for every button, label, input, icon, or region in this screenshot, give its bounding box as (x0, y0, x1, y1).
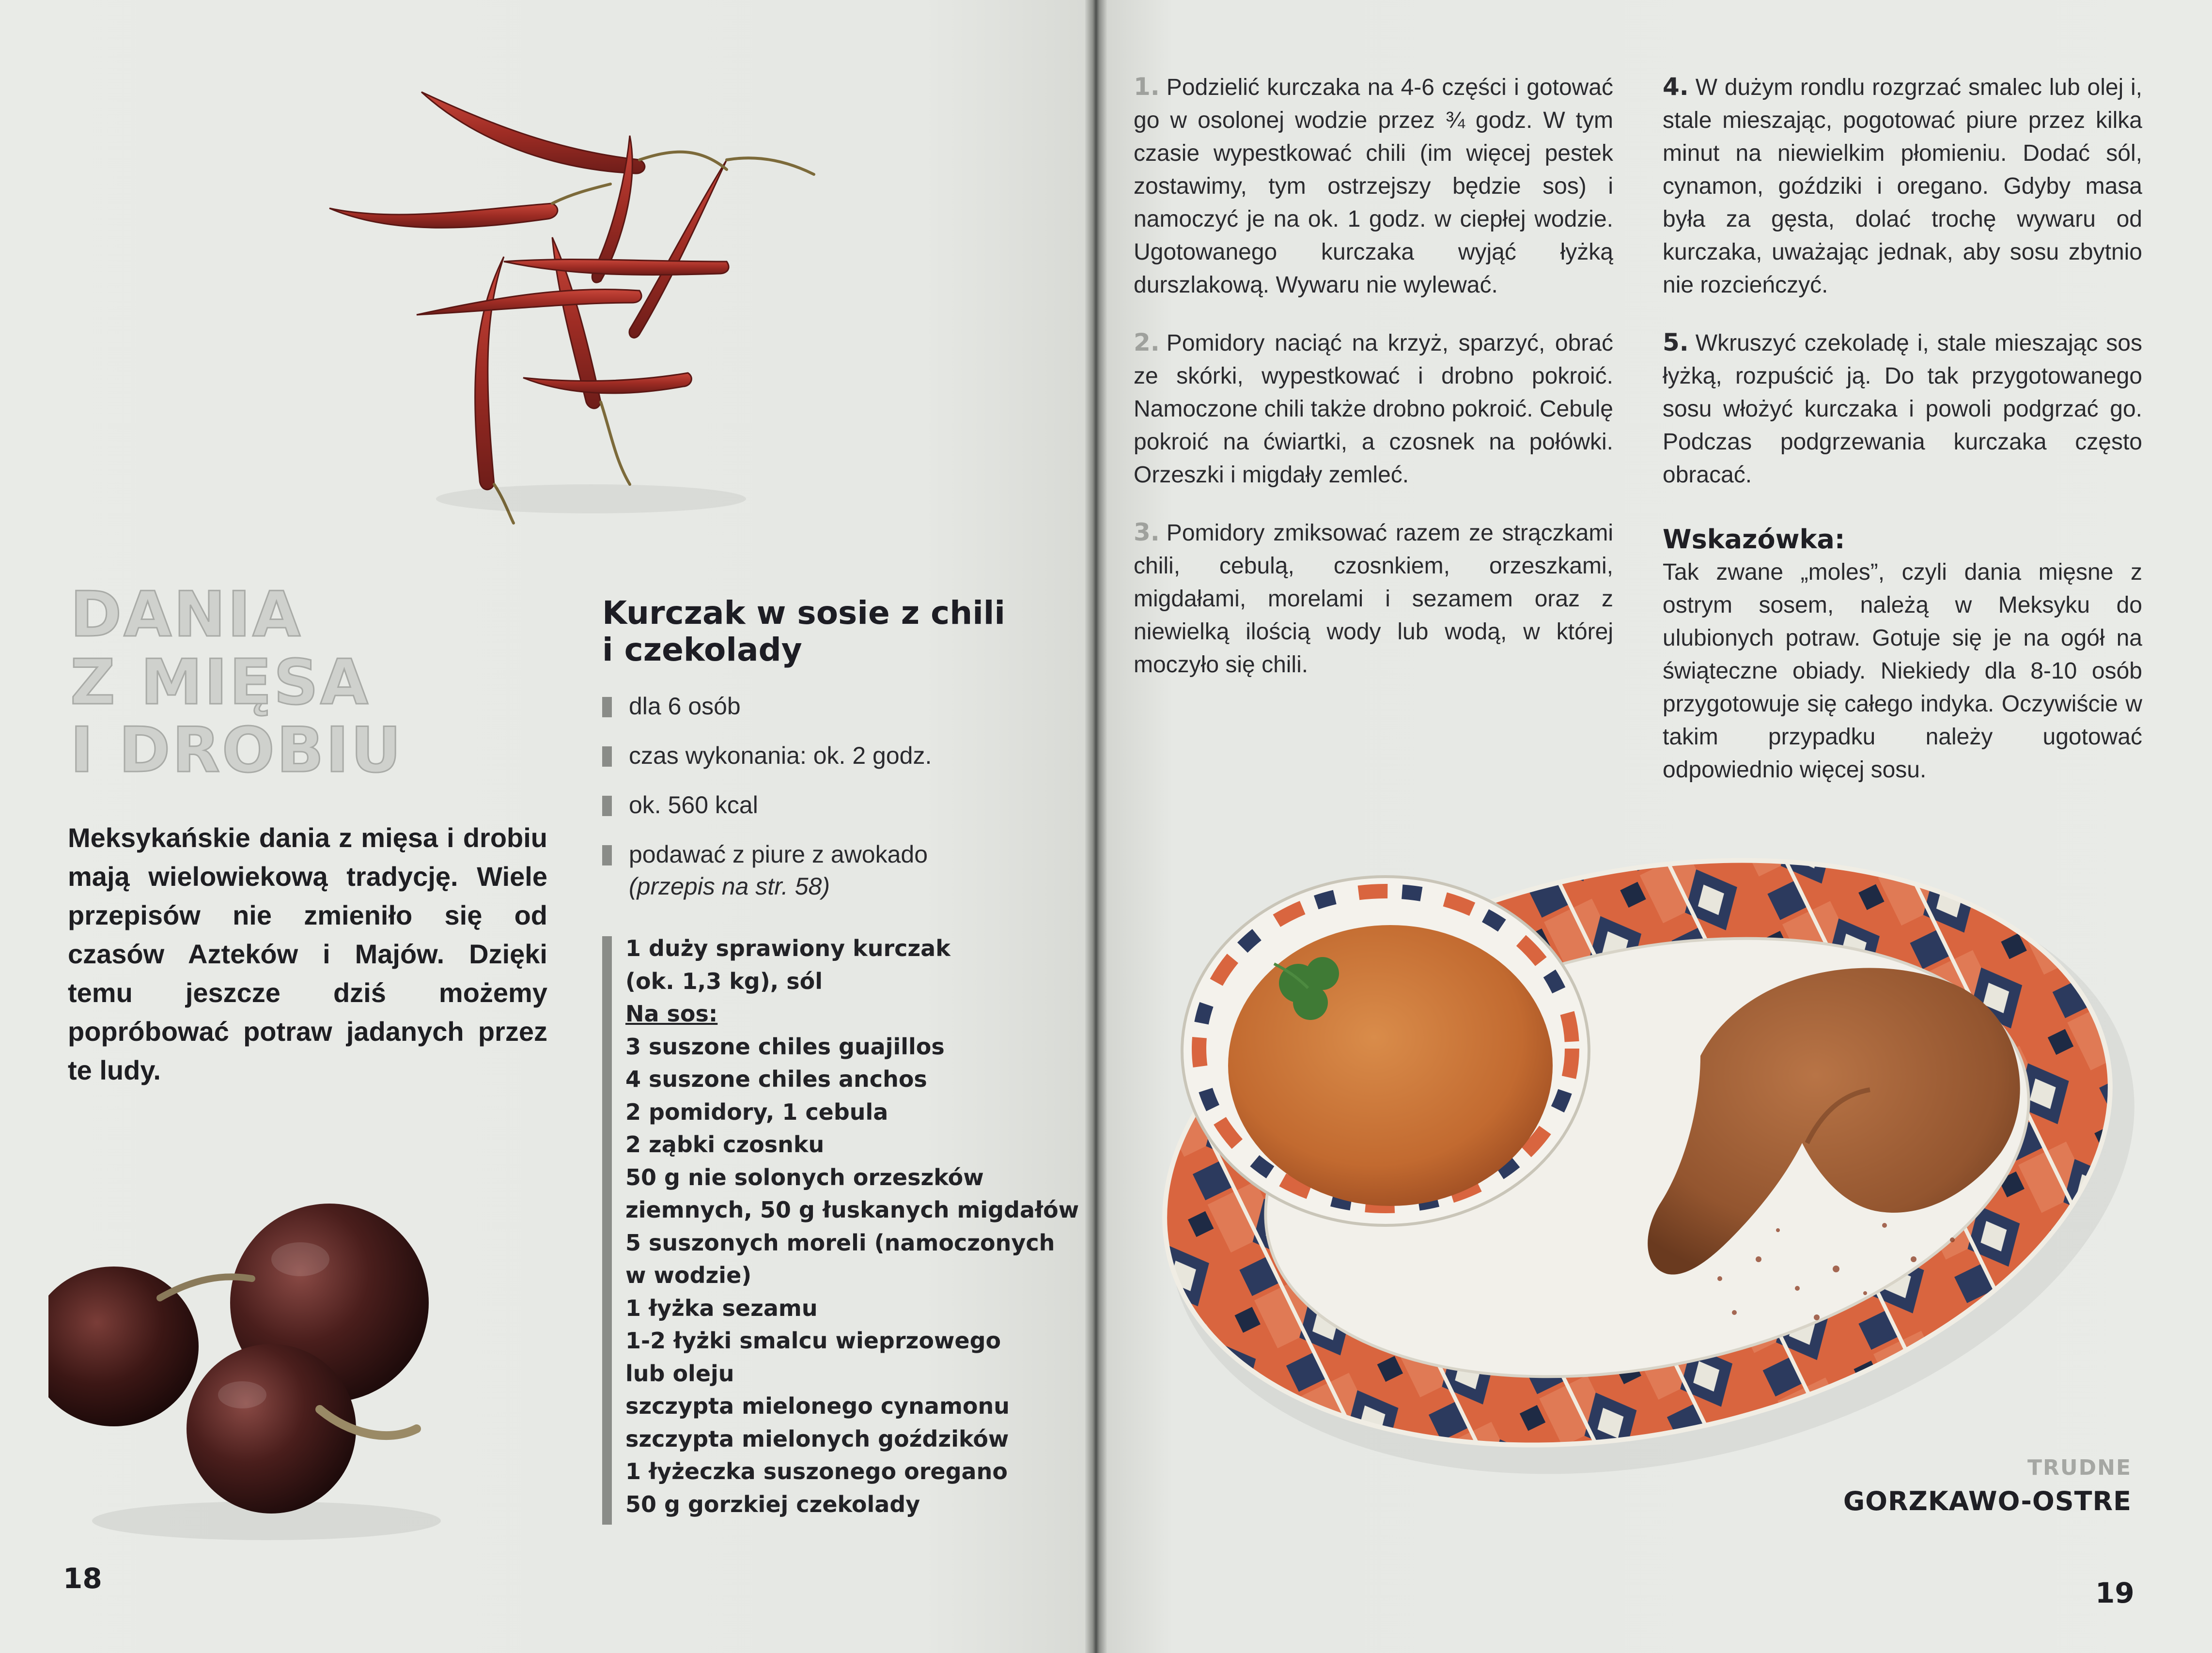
bullet-square-icon (602, 796, 612, 816)
ingredients-bar (602, 936, 612, 1525)
step-3: 3. Pomidory zmiksować razem ze strączkami chili, cebulą, czosnkiem, orzeszkami, migdałami, morelami i sezamem oraz z niewielką ilością wody lub wodą, w której moczyło się chili. (1134, 518, 1613, 678)
ingredient-item: 5 suszonych moreli (namoczonych (625, 1229, 1055, 1256)
meta-time: czas wykonania: ok. 2 godz. (602, 740, 1038, 772)
dried-red-chilies-photo (300, 63, 891, 538)
bullet-square-icon (602, 746, 612, 767)
ingredient-item: szczypta mielonego cynamonu (625, 1393, 1010, 1419)
ingredient-item: 1-2 łyżki smalcu wieprzowego (625, 1328, 1001, 1354)
flavor-badge: GORZKAWO-OSTRE (1843, 1486, 2132, 1516)
page-number-left: 18 (63, 1562, 102, 1595)
recipe-meta-list (602, 690, 1038, 920)
section-title-line-2: Z MIĘSA (70, 647, 371, 719)
meta-kcal: ok. 560 kcal (602, 789, 1038, 821)
ingredient-item: 50 g gorzkiej czekolady (625, 1491, 920, 1517)
ingredient-item: 4 suszone chiles anchos (625, 1066, 927, 1092)
section-title-line-3: I DROBIU (70, 714, 403, 787)
section-title (70, 581, 438, 785)
ingredients-list (625, 932, 1085, 1521)
ingredient-item: lub oleju (625, 1360, 734, 1387)
meta-servings: dla 6 osób (602, 690, 1038, 722)
section-intro: Meksykańskie dania z mięsa i drobiu mają wielowiekową tradycję. Wiele przepisów nie zmieniło się od czasów Azteków i Majów. Dzięki temu jeszcze dziś możemy popróbować potraw jadanych przez te ludy. (68, 822, 547, 1085)
recipe-title-line-1: Kurczak w sosie z chili (602, 594, 1006, 632)
ingredient-item: (ok. 1,3 kg), sól (625, 968, 823, 994)
ingredient-item: szczypta mielonych goździków (625, 1425, 1009, 1452)
tip-box (1663, 523, 2142, 787)
ingredient-item: 50 g nie solonych orzeszków (625, 1164, 984, 1190)
dried-dark-chiles-photo (48, 1201, 465, 1550)
tip-text: Tak zwane „moles”, czyli dania mięsne z ostrym sosem, należą w Meksyku do ulubionych potraw. Gotuje się je na ogół na świąteczne obiady. Niekiedy dla 8-10 osób przygotowuje się całego indyka. Oczywiście w takim przypadku należy ugotować odpowiednio więcej sosu. (1663, 559, 2142, 783)
ingredients-subhead: Na sos: (625, 1001, 718, 1027)
tip-title: Wskazówka: (1663, 524, 1845, 555)
ingredient-item: 3 suszone chiles guajillos (625, 1033, 945, 1060)
ingredient-item: 1 łyżeczka suszonego oregano (625, 1458, 1008, 1484)
ingredient-item: 1 duży sprawiony kurczak (625, 935, 950, 961)
recipe-title-line-2: i czekolady (602, 631, 802, 668)
section-title-line-1: DANIA (70, 579, 303, 651)
steps-column-2 (1663, 70, 2142, 516)
chicken-mole-plate-photo (1129, 804, 2136, 1501)
step-5: 5. Wkruszyć czekoladę i, stale mieszając sos łyżką, rozpuścić ją. Do tak przygotowanego sosu włożyć kurczaka i powoli podgrzać go. Podczas podgrzewania kurczaka często obracać. (1663, 328, 2142, 488)
difficulty-badge: TRUDNE (2027, 1455, 2132, 1480)
bullet-square-icon (602, 697, 612, 717)
serve-note: (przepis na str. 58) (629, 873, 830, 900)
ingredient-item: 2 pomidory, 1 cebula (625, 1098, 888, 1125)
ingredient-item: 2 ząbki czosnku (625, 1131, 825, 1158)
left-page (0, 0, 1085, 1653)
step-4: 4. W dużym rondlu rozgrzać smalec lub olej i, stale mieszając, pogotować piure przez kilka minut na niewielkim płomieniu. Dodać sól, cynamon, goździki i oregano. Gdyby masa była za gęsta, dolać trochę wywaru od kurczaka, uważając jednak, aby sosu zbytnio nie rozcieńczyć. (1663, 73, 2142, 298)
book-spine (1085, 0, 1107, 1653)
bullet-square-icon (602, 845, 612, 865)
page-number-right: 19 (2095, 1576, 2134, 1609)
recipe-title (602, 595, 1038, 668)
ingredient-item: 1 łyżka sezamu (625, 1295, 818, 1321)
step-1: 1. Podzielić kurczaka na 4-6 części i gotować go w osolonej wodzie przez ¾ godz. W tym czasie wypestkować chili (im więcej pestek zostawimy, tym ostrzejszy będzie sos) i namoczyć je na ok. 1 godz. w ciepłej wodzie. Ugotowanego kurczaka wyjąć łyżką durszlakową. Wywaru nie wylewać. (1134, 73, 1613, 298)
ingredient-item: ziemnych, 50 g łuskanych migdałów (625, 1197, 1079, 1223)
meta-serve: podawać z piure z awokado (przepis na str. 58) (602, 838, 1038, 902)
step-2: 2. Pomidory naciąć na krzyż, sparzyć, obrać ze skórki, wypestkować i drobno pokroić. Namoczone chili także drobno pokroić. Cebulę pokroić na ćwiartki, a czosnek na połówki. Orzeszki i migdały zemleć. (1134, 328, 1613, 488)
steps-column-1 (1134, 70, 1613, 706)
ingredient-item: w wodzie) (625, 1262, 752, 1288)
